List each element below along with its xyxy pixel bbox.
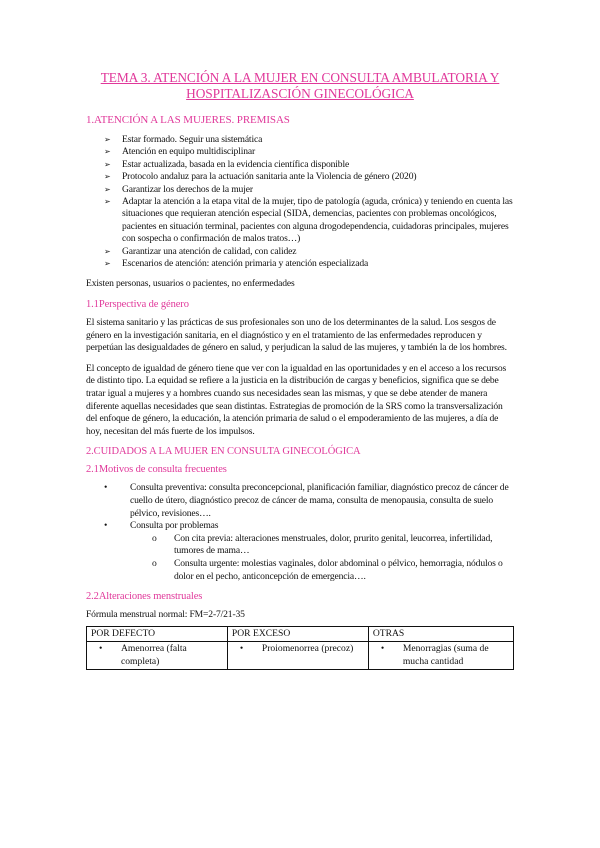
gender-paragraph-2: El concepto de igualdad de género tiene que ver con la igualdad en las oportunidades y en el acceso a los recursos de distinto tipo. La equidad se refiere a la justicia en la distribución de cargas y beneficios, significa que se debe tratar igual a mujeres y a hombres cuando sus necesidades sean las mismas, y que se debe atender de manera diferente aquellas necesidades que sean distintas. Estrategias de promoción de la SRS como la transversalización del enfoque de género, la educación, la atención primaria de salud o el empoderamiento de las mujeres, a día de hoy, necesitan del más fuerte de los impulsos. [86, 362, 507, 437]
list-item: ➢ Garantizar una atención de calidad, con calidez [104, 245, 297, 257]
arrow-bullet-icon: ➢ [104, 197, 111, 207]
sublist-item: o Con cita previa: alteraciones menstruales, dolor, prurito genital, leucorrea, infertilidad, tumores de mama… [152, 532, 493, 557]
list-item: ➢ Protocolo andaluz para la actuación sanitaria ante la Violencia de género (2020) [104, 171, 417, 183]
section-1-1-heading: 1.1Perspectiva de género [86, 299, 189, 311]
premisas-list [86, 134, 514, 270]
table-cell: • Proiomenorrea (precoz) [227, 642, 368, 670]
title-line-2: HOSPITALIZASCIÓN GINECOLÓGICA [186, 86, 414, 101]
section-2-2-heading: 2.2Alteraciones menstruales [86, 591, 203, 603]
menstrual-alterations-table [86, 626, 514, 670]
table-header-exceso: POR EXCESO [227, 626, 368, 641]
list-item: ➢ Estar formado. Seguir una sistemática [104, 134, 263, 145]
list-item: • Consulta preventiva: consulta preconcepcional, planificación familiar, diagnóstico precoz de cáncer de cuello de útero, diagnóstico precoz de cáncer de mama, consulta de menopausia, consulta de suelo pélvico, revisiones…. [104, 482, 509, 519]
arrow-bullet-icon: ➢ [104, 135, 111, 144]
list-item: ➢ Escenarios de atención: atención primaria y atención especializada [104, 258, 369, 270]
bullet-icon: • [104, 520, 108, 532]
list-item: • Consulta por problemas o Con cita previa: alteraciones menstruales, dolor, prurito genital, leucorrea, infertilidad, tumores de mama… o Consulta urgente: molestias vaginales, dolor abdominal o pélvico, hemorragia, nódulos o dolor en el pecho, anticoncepción de emergencia…. [104, 520, 514, 583]
sublist-item: o Consulta urgente: molestias vaginales, dolor abdominal o pélvico, hemorragia, nódulos o dolor en el pecho, anticoncepción de emergencia…. [152, 557, 503, 582]
section-2-heading: 2.CUIDADOS A LA MUJER EN CONSULTA GINECOLÓGICA [86, 446, 361, 458]
list-item: ➢ Adaptar la atención a la etapa vital de la mujer, tipo de patología (aguda, crónica) y teniendo en cuenta las situaciones que requieran atención especial (SIDA, demencias, pacientes con problemas oncológicos, pacientes en situación terminal, pacientes con alguna drogodependencia, cuidadoras principales, mujeres con sospecha o confirmación de malos tratos…) [104, 196, 513, 245]
arrow-bullet-icon: ➢ [104, 172, 111, 182]
table-row [87, 642, 514, 670]
arrow-bullet-icon: ➢ [104, 259, 111, 269]
title-line-1: TEMA 3. ATENCIÓN A LA MUJER EN CONSULTA AMBULATORIA Y [100, 70, 500, 85]
section-2-1-heading: 2.1Motivos de consulta frecuentes [86, 464, 227, 476]
list-item: ➢ Atención en equipo multidisciplinar [104, 146, 256, 158]
document-title [86, 70, 514, 102]
arrow-bullet-icon: ➢ [104, 147, 111, 157]
bullet-icon: • [99, 643, 103, 655]
table-header-row [87, 626, 514, 641]
premisas-note: Existen personas, usuarios o pacientes, no enfermedades [86, 278, 295, 290]
circle-bullet-icon: o [152, 532, 157, 544]
arrow-bullet-icon: ➢ [104, 159, 111, 169]
menstrual-formula: Fórmula menstrual normal: FM=2-7/21-35 [86, 609, 245, 621]
list-item: ➢ Estar actualizada, basada en la evidencia científica disponible [104, 158, 350, 170]
table-header-otras: OTRAS [368, 626, 513, 641]
bullet-icon: • [104, 482, 108, 494]
table-cell: • Amenorrea (falta completa) [87, 642, 228, 670]
section-1-heading: 1.ATENCIÓN A LAS MUJERES. PREMISAS [86, 114, 290, 126]
arrow-bullet-icon: ➢ [104, 184, 111, 194]
problem-sublist [130, 533, 514, 583]
consult-reasons-list [86, 482, 514, 583]
list-item: ➢ Garantizar los derechos de la mujer [104, 183, 253, 195]
table-header-defecto: POR DEFECTO [87, 626, 228, 641]
bullet-icon: • [380, 643, 385, 655]
circle-bullet-icon: o [152, 557, 157, 569]
bullet-icon: • [239, 643, 244, 655]
table-cell: • Menorragias (suma de mucha cantidad [368, 642, 513, 670]
gender-paragraph-1: El sistema sanitario y las prácticas de sus profesionales son uno de los determinantes de la salud. Los sesgos de género en la investigación sanitaria, en el diagnóstico y en el tratamiento de las enfermedades reproducen y perpetúan las desigualdades de género en salud, y perjudican la salud de las mujeres, y también la de los hombres. [86, 317, 507, 354]
arrow-bullet-icon: ➢ [104, 246, 111, 256]
